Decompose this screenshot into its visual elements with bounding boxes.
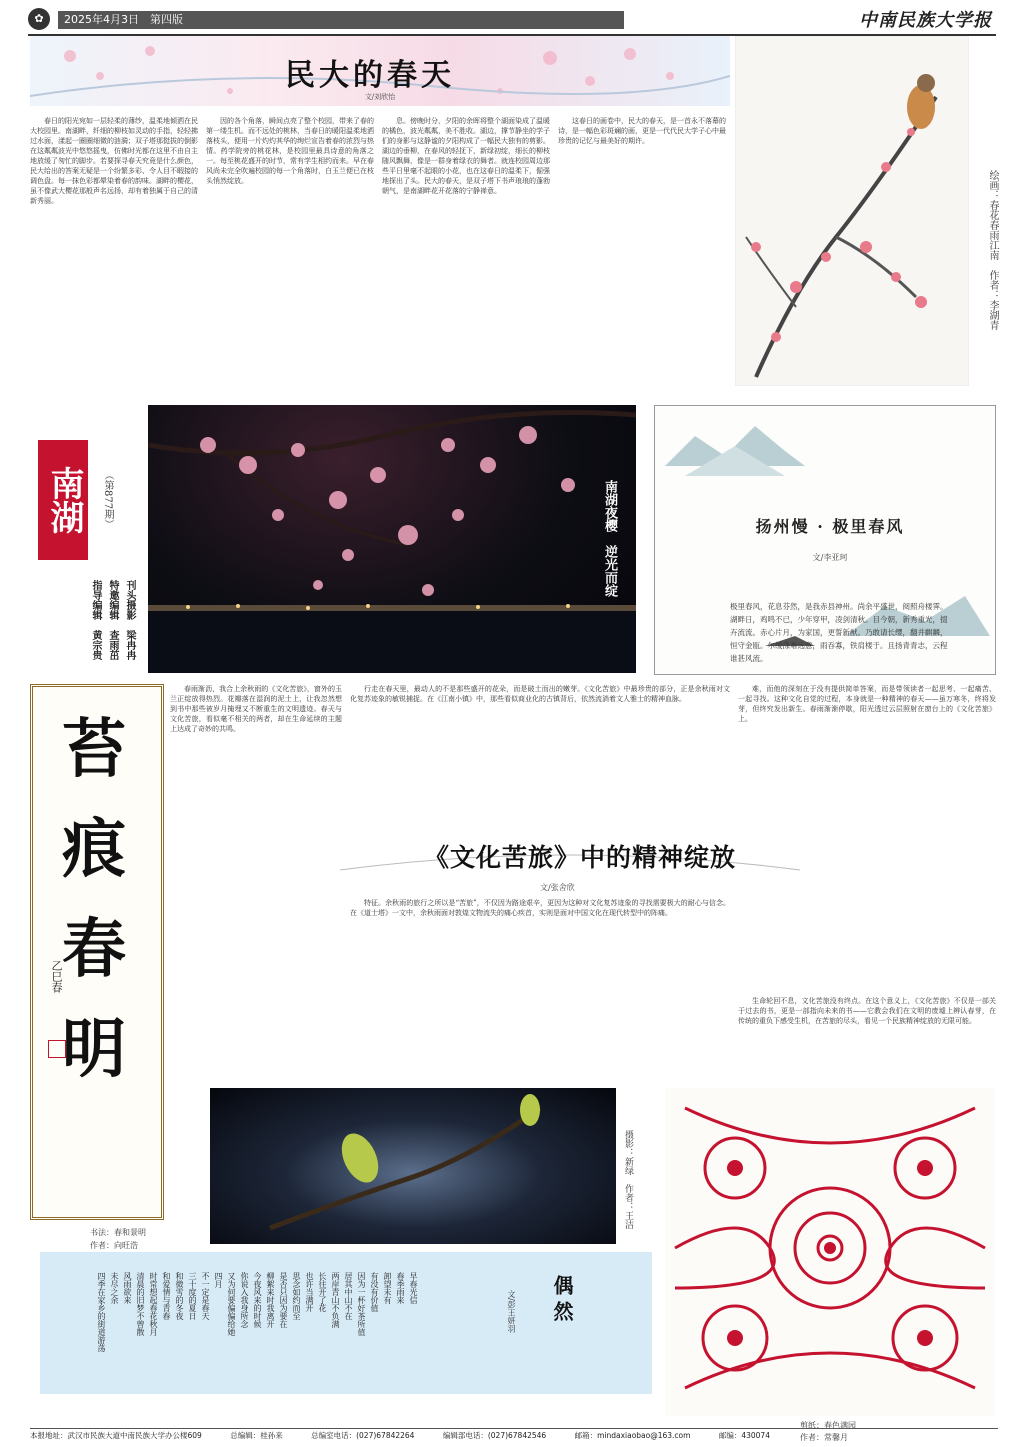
staff-guest-editor: 特邀编辑 查雨茁 <box>107 580 118 660</box>
poem-line: 两岸青山不负满 <box>331 1272 340 1328</box>
night-photo-caption: 南湖夜樱 逆光而绽 <box>602 480 617 597</box>
spring-column-3: 息。傍晚时分，夕阳的余晖将整个湖面染成了温暖的橘色，波光粼粼，美不胜收。湖边，撑节静坐的学子们的身影与这静谧的夕阳构成了一幅民大独有的剪影。湖边的垂柳，在春风的轻抚下，新绿初绽，细长的柳枝随风飘舞，像是一群身着绿衣的舞者。就连校园周边那些平日里毫不起眼的小花，也在这春日的温柔下，倔强地探出了头。民大的春天，是双子塔下书声琅琅的蓬勃朝气，是南湖畔花开花落的宁静禅意。 <box>382 117 550 195</box>
poem-line: 不一定是春天 <box>201 1272 210 1320</box>
poem-title: 扬州慢 · 极里春风 <box>755 517 905 536</box>
nanhu-staff-list <box>42 580 138 670</box>
magnolia-bud-photo <box>210 1088 616 1244</box>
poem-line: 四季在家乡的街道游荡 <box>97 1272 106 1352</box>
poem-line: 有没有价值 <box>370 1272 379 1312</box>
night-cherry-blossom-photo <box>148 405 636 673</box>
poem-author: 文/李亚珂 <box>812 553 848 562</box>
papercut-credit-title: 剪纸：春色满园 <box>800 1421 856 1430</box>
poem-line: 清晨的旧梦不曾散 <box>136 1272 145 1336</box>
footer-email: 邮箱：mindaxiaobao@163.com <box>574 1431 691 1440</box>
poem-ouran-author: 文/彭王妍羽 <box>507 1290 516 1333</box>
photo-image <box>210 1088 616 1244</box>
masthead: 中南民族大学报 <box>859 10 992 31</box>
papercut-credit-author: 作者：常馨月 <box>800 1433 848 1442</box>
culture-column-1: 春雨渐沥，我合上余秋雨的《文化苦旅》，窗外的玉兰正绽放得热烈。花瓣落在湿润的泥土上，让我忽然想到书中那些被岁月掩埋又不断重生的文明遗迹。春天与文化苦旅，看似毫不相关的两者，却在生命延续的主题上达成了奇妙的共鸣。 <box>170 685 342 733</box>
poem-line: 卸望未有 <box>383 1272 392 1304</box>
poem-line: 因为一杯好茶所值 <box>357 1272 366 1336</box>
poem-line: 思念如约而至 <box>292 1272 301 1320</box>
poem-ouran-lines <box>97 1272 420 1384</box>
poem-ouran-title: 偶然 <box>550 1275 574 1327</box>
poem-line: 和爱情与青春 <box>162 1272 171 1320</box>
poem-line: 时常想起春花秋月 <box>149 1272 158 1336</box>
poem-body: 极里春风，花息芬然，是我赤县神州。尚余平盛世，阅照舟楼霁。湖畔日，鸡鸣不已，少年穿甲，凌剑清秋。目今朝，新秀重光，掇卉流流。赤心片月，为家国，更誓新猷。乃敢请长缨，翻并麒麟，恒守金瓯。尔缓涤难远意，雨吞寡，铁肩楼于。且扬青青志，云程谁甚风流。 <box>730 602 948 663</box>
calligraphy-date: 乙巳春 <box>50 960 63 993</box>
poem-line: 早春光信 <box>409 1272 418 1304</box>
footer-info <box>30 1428 998 1443</box>
poem-line: 是否只因为要在 <box>279 1272 288 1328</box>
culture-column-3: 难，而他的深刻在于没有提供简单答案，而是带领读者一起思考、一起痛苦、一起寻找。这种文化自觉的过程，本身就是一种精神的春天——虽万寒冬，终将发芽，但终究发出新生。春雨渐渐停歇，阳光透过云层照射在窗台上的《文化苦旅》上。 <box>738 685 996 723</box>
footer-phone-edit: 编辑部电话：(027)67842546 <box>442 1431 547 1440</box>
culture-column-5: 生命轮回不息，文化苦旅没有终点。在这个意义上，《文化苦旅》不仅是一部关于过去的书，更是一部指向未来的书——它教会我们在文明的废墟上辨认春芽，在传统的重负下感受生机，在苦旅的尽头，看见一个民族精神绽放的无限可能。 <box>738 997 996 1025</box>
poem-line: 也许当满开 <box>305 1272 314 1312</box>
bud-photo-credit: 摄影：新绿 作者：王洁 <box>623 1130 633 1229</box>
footer-postcode: 邮编：430074 <box>718 1431 770 1440</box>
calligraphy-credit-author: 作者：向旺浩 <box>90 1241 138 1250</box>
poem-line: 四月 <box>214 1272 223 1288</box>
staff-advisor-editor: 指导编辑 黄宗贵 <box>90 580 101 660</box>
poem-line: 未尽之余 <box>110 1272 119 1304</box>
nanhu-section-title: 南湖 <box>38 440 88 560</box>
calligraphy-credit <box>90 1226 146 1252</box>
poem-line: 居其中山不在 <box>344 1272 353 1320</box>
culture-column-2: 行走在春天里，最动人的不是那些盛开的花朵，而是破土而出的嫩芽。《文化苦旅》中最珍贵的部分，正是余秋雨对文化复苏迹象的敏锐捕捉。在《江南小镇》中，那些看似商业化的古镇背后，依然流淌着文人雅士的精神血脉。 <box>350 685 730 703</box>
seal-stamp-icon <box>48 1040 66 1058</box>
footer-chief-editor: 总编辑：桂孙来 <box>230 1431 283 1440</box>
papercut-artwork <box>665 1088 995 1416</box>
poem-line: 柳絮来时我离开 <box>266 1272 275 1328</box>
culture-article-title: 《文化苦旅》中的精神绽放 <box>423 843 736 872</box>
culture-article-author: 文/张舍欣 <box>540 883 575 892</box>
painting-credit: 绘画：春花春雨江南 作者：李湖青 <box>987 170 998 330</box>
poem-line: 你说入我身所念 <box>240 1272 249 1328</box>
painting-image <box>736 37 968 385</box>
poem-line: 春季雨来 <box>396 1272 405 1304</box>
issue-date: 2025年4月3日 第四版 <box>58 11 624 29</box>
nanhu-issue-number: （第877期） <box>102 470 113 530</box>
footer-address: 本报地址：武汉市民族大道中南民族大学办公楼609 <box>30 1431 202 1440</box>
poem-line: 风雨欲来 <box>123 1272 132 1304</box>
footer-phone-general: 总编室电话：(027)67842264 <box>311 1431 415 1440</box>
photo-image <box>148 405 636 673</box>
poem-line: 今夜风来的时候 <box>253 1272 262 1328</box>
calligraphy-credit-script: 书法：春和景明 <box>90 1228 146 1237</box>
poem-line: 又为何要偏偏给她 <box>227 1272 236 1336</box>
papercut-image <box>665 1088 995 1416</box>
poem-line: 长往开了花 <box>318 1272 327 1312</box>
spring-article-title: 民大的春天 <box>285 58 455 93</box>
spring-column-4: 这春日的画卷中，民大的春天，是一首永不落幕的诗，是一幅色彩斑斓的画，更是一代代民大学子心中最珍贵的记忆与最美好的期许。 <box>558 117 726 145</box>
spring-article-author: 文/刘欣怡 <box>364 93 396 101</box>
flower-bird-painting <box>735 36 969 386</box>
calligraphy-characters: 苔痕春明 <box>62 712 126 1087</box>
spring-column-1: 春日的阳光宛如一层轻柔的薄纱，温柔地倾洒在民大校园里。南湖畔，纤细的柳枝如灵动的手指，轻轻拂过水面，漾起一圈圈细微的涟漪；双子塔那挺拔的倒影在这粼粼波光中悠悠摇曳，仿佛时光都在这里不由自主地放缓了匆忙的脚步。若要探寻春天究竟是什么颜色，民大给出的答案无疑是一个纷繁多彩、令人目不暇接的调色盘。每一抹色彩都晕染着春的韵味。湖畔的樱花，虽不像武大樱花那般声名远扬，却有着独属于自己的清新秀丽。 <box>30 117 198 205</box>
staff-photographer: 刊头摄影 梁冉冉 <box>124 580 135 660</box>
spring-column-2: 因的各个角落，瞬间点亮了整个校园，带来了春的第一缕生机。而不远处的桃林，当春日的暖阳温柔地洒落枝头，便用一片灼灼其华的绚烂宣告着春的浓烈与热情。药学院旁的桃花林，是校园里最具诗意的角落之一。每至桃花盛开的时节，常有学生相约而来。早在春风尚未完全吹遍校园的每一个角落时，白玉兰便已在枝头悄然绽放。 <box>206 117 374 185</box>
culture-column-4: 特征。余秋雨的旅行之所以是“苦旅”，不仅因为路途艰辛，更因为这种对文化复苏迹象的寻找需要极大的耐心与信念。在《道士塔》一文中，余秋雨面对敦煌文物流失的痛心疾首，实则是面对中国文化在现代转型中的阵痛。 <box>350 899 730 917</box>
poem-line: 三十度的夏日 <box>188 1272 197 1320</box>
school-logo-icon: ✿ <box>28 8 50 30</box>
poem-line: 和微雪的冬夜 <box>175 1272 184 1320</box>
